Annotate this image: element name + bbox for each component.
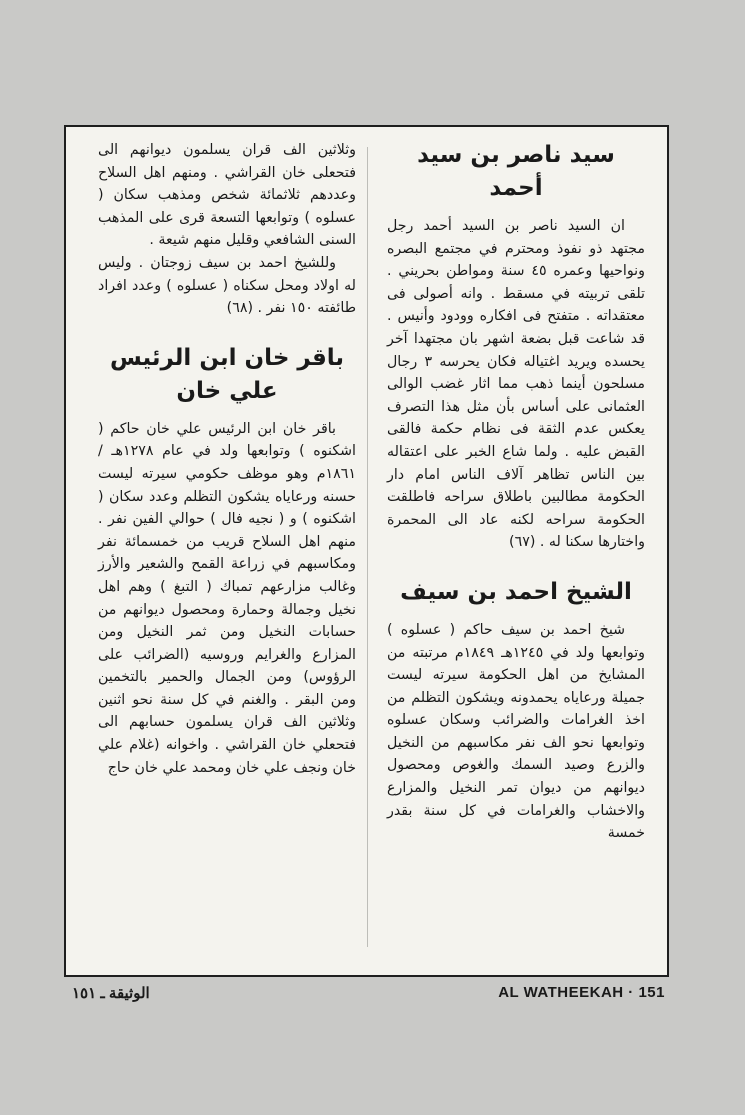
body-paragraph: باقر خان ابن الرئيس علي خان حاكم ( اشكنوه ) وتوابعها ولد في عام ١٢٧٨هـ / ١٨٦١م وهو موظف حكومي سيرته ليست حسنه ورعاياه يشكون التظلم وعدد سكان ( اشكنوه ) و ( نجيه فال ) حوالي الفين نفر . منهم اهل السلاح قريب من خمسمائة نفر ومكاسبهم في زراعة القمح والشعير والأرز وغالب مزارعهم تمباك ( التبغ ) وهم اهل نخيل وجمالة وحمارة ومحصول ديوانهم من حسابات النخيل ومن ثمر النخيل ومن المزارع والغرايم وروسيه (الضرائب على الرؤوس) ومن الجمال والحمير بالتخمين ومن البقر . والغنم في كل سنة نحو اثنين وثلاثين الف قران يسلمون حسابهم الى فتحعلي خان القراشي . واخوانه (غلام علي خان ونجف علي خان ومحمد علي خان حاج [98,420,356,776]
right-column [387,139,645,845]
left-column [98,139,356,779]
body-paragraph: شيخ احمد بن سيف حاكم ( عسلوه ) وتوابعها ولد في ١٢٤٥هـ ١٨٤٩م مرتبته من المشايخ من اهل الحكومة سيرته ليست جميلة ورعاياه يحمدونه ويشكون التظلم من اخذ الغرامات والضرائب وسكان عسلوه وتوابعها نحو الف نفر مكاسبهم من النخيل والزرع وصيد السمك والغوص ومحصول ديوانهم من ديوان تمر النخيل والمزارع والاخشاب والغرامات في كل سنة بقدر خمسة [387,621,646,842]
body-paragraph: وللشيخ احمد بن سيف زوجتان . وليس له اولاد ومحل سكناه ( عسلوه ) وعدد افراد طائفته ١٥٠ نفر . (٦٨) [98,254,356,317]
column-divider [367,147,368,947]
footer-english: AL WATHEEKAH · 151 [498,984,665,1001]
footer-arabic: الوثيقة ـ ١٥١ [72,985,150,1002]
body-paragraph: وثلاثين الف قران يسلمون ديوانهم الى فتحعلى خان القراشي . ومنهم اهل السلاح وعددهم ثلاثمائة شخص ومذهب سكان ( عسلوه ) وتوابعها التسعة قرى على المذهب السنى الشافعي وقليل منهم شيعة . [98,142,356,249]
body-paragraph: ان السيد ناصر بن السيد أحمد رجل مجتهد ذو نفوذ ومحترم في مجتمع البصره ونواحيها وعمره ٤٥ سنة ومواطن بحريني . تلقى تربيته في مسقط . وانه أصولى فى معتقداته . متفتح فى افكاره وودود وأنيس . قد شاعت قبل بضعة اشهر بان مجتهدا آخر يحسده ويريد اغتياله فكان يحرسه ٣ رجال مسلحون أينما ذهب مما اثار غضب الوالى العثمانى على أساس بأن مثل هذا التصرف يعكس عدم الثقة فى نظام حكمة فالقى القبض عليه . ولما شاع الخبر على اعتقاله بين الناس تظاهر آلاف الناس امام دار الحكومة مطالبين باطلاق سراحه فاطلقت الحكومة سراحه لكنه عاد الى المحمرة واختارها سكنا له . (٦٧) [387,218,645,551]
section-heading: الشيخ احمد بن سيف [400,578,632,605]
section-heading: سيد ناصر بن سيد أحمد [417,142,615,201]
page-frame [64,125,669,977]
section-heading: باقر خان ابن الرئيس علي خان [109,344,345,404]
